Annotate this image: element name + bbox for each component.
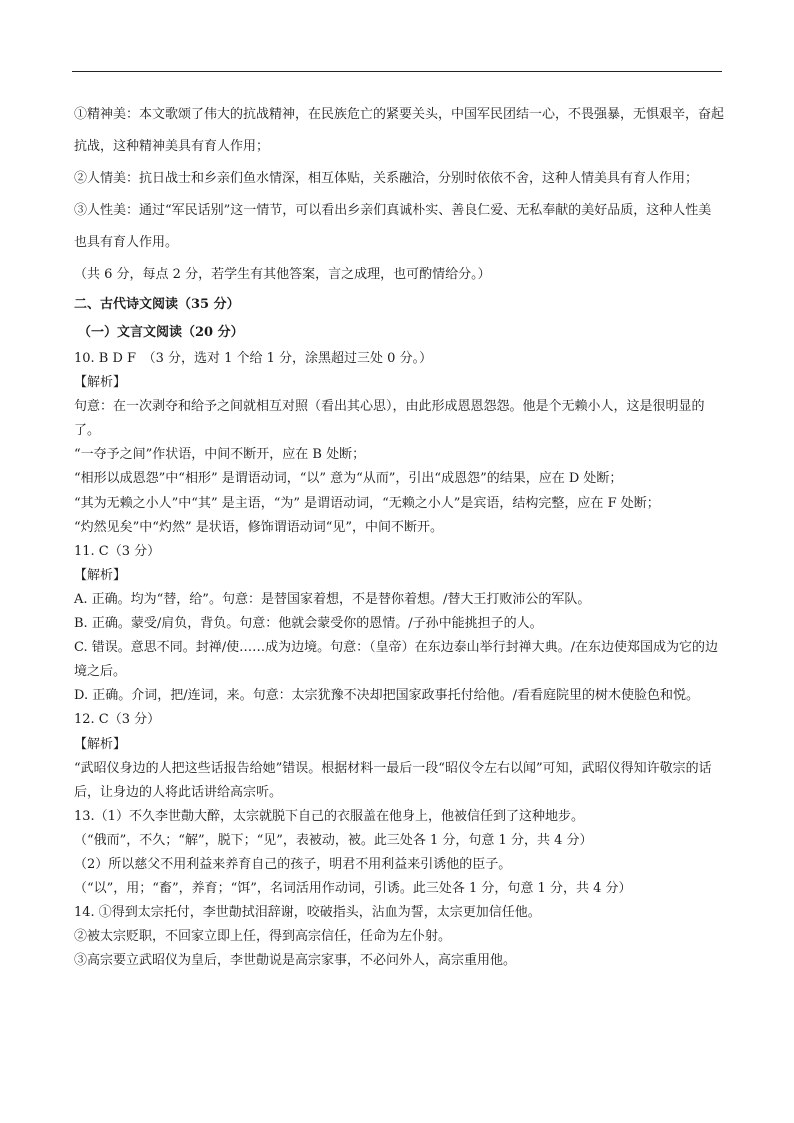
answer-point-spirit: ①精神美：本文歌颂了伟大的抗战精神，在民族危亡的紧要关头，中国军民团结一心，不畏强暴，无惧艰辛，奋起抗战，这种精神美具有育人作用；: [74, 107, 725, 154]
answer-12: 12. C（3 分）: [74, 712, 161, 728]
answer-point-emotion: ②人情美：抗日战士和乡亲们鱼水情深，相互体贴，关系融洽，分别时依依不舍，这种人情美具有育人作用；: [74, 171, 699, 186]
scoring-13-2: （“以”，用；“畜”，养育；“饵”，名词活用作动词，引诱。此三处各 1 分，句意 1 分，共 4 分）: [74, 881, 632, 897]
header-rule: [72, 71, 722, 72]
section-title: 二、古代诗文阅读（35 分）: [74, 297, 240, 312]
document-body: [74, 99, 724, 973]
option-a: A. 正确。均为“替，给”。句意：是替国家着想，不是替你着想。/替大王打败沛公的军队。: [74, 591, 591, 607]
scoring-note: （共 6 分，每点 2 分，若学生有其他答案，言之成理，也可酌情给分。）: [74, 267, 491, 282]
analysis-line: “其为无赖之小人”中“其” 是主语，“为” 是谓语动词，“无赖之小人”是宾语，结构完整，应在 F 处断；: [74, 495, 660, 511]
answer-10: 10. B D F （3 分，选对 1 个给 1 分，涂黑超过三处 0 分。）: [74, 351, 433, 366]
scoring-13-1: （“俄而”，不久；“解”，脱下；“见”，表被动，被。此三处各 1 分，句意 1 分，共 4 分）: [74, 832, 593, 848]
answer-point-humanity: ③人性美：通过“军民话别”这一情节，可以看出乡亲们真诚朴实、善良仁爱、无私奉献的美好品质，这种人性美也具有育人作用。: [74, 203, 712, 250]
answer-13-1: 13.（1）不久李世勣大醉，太宗就脱下自己的衣服盖在他身上，他被信任到了这种地步。: [74, 808, 584, 824]
analysis-line: “灼然见矣”中“灼然” 是状语，修饰谓语动词“见”，中间不断开。: [74, 519, 444, 535]
answer-11: 11. C（3 分）: [74, 543, 161, 559]
analysis-heading: 【解析】: [74, 375, 127, 391]
analysis-heading: 【解析】: [74, 736, 127, 752]
answer-14-point-1: 14. ①得到太宗托付，李世勣拭泪辞谢，咬破指头，沾血为誓，太宗更加信任他。: [74, 905, 541, 921]
option-b: B. 正确。蒙受/肩负，背负。句意：他就会蒙受你的恩情。/子孙中能挑担子的人。: [74, 616, 543, 632]
analysis-line: “一夺予之间”作状语，中间不断开，应在 B 处断；: [74, 447, 366, 463]
analysis-line: “相形以成恩怨”中“相形” 是谓语动词，“以” 意为“从而”，引出“成恩怨”的结果，应在 D 处断；: [74, 471, 623, 487]
analysis-line: 句意：在一次剥夺和给予之间就相互对照（看出其心思），由此形成恩恩怨怨。他是个无赖小人，这是很明显的了。: [74, 399, 705, 439]
answer-14-point-3: ③高宗要立武昭仪为皇后，李世勣说是高宗家事，不必问外人，高宗重用他。: [74, 953, 517, 969]
analysis-line: “武昭仪身边的人把这些话报告给她”错误。根据材料一最后一段“昭仪令左右以闻”可知，武昭仪得知许敬宗的话后，让身边的人将此话讲给高宗听。: [74, 760, 712, 800]
subsection-title: （一）文言文阅读（20 分）: [78, 325, 244, 340]
option-c: C. 错误。意思不同。封禅/使……成为边境。句意：（皇帝）在东边泰山举行封禅大典。/在东边使郑国成为它的边境之后。: [74, 640, 719, 680]
answer-13-2: （2）所以慈父不用利益来养育自己的孩子，明君不用利益来引诱他的臣子。: [74, 856, 512, 872]
analysis-heading: 【解析】: [74, 567, 127, 583]
option-d: D. 正确。介词，把/连词，来。句意：太宗犹豫不决却把国家政事托付给他。/看看庭院里的树木使脸色和悦。: [74, 688, 699, 704]
answer-14-point-2: ②被太宗贬职，不回家立即上任，得到高宗信任，任命为左仆射。: [74, 929, 452, 945]
